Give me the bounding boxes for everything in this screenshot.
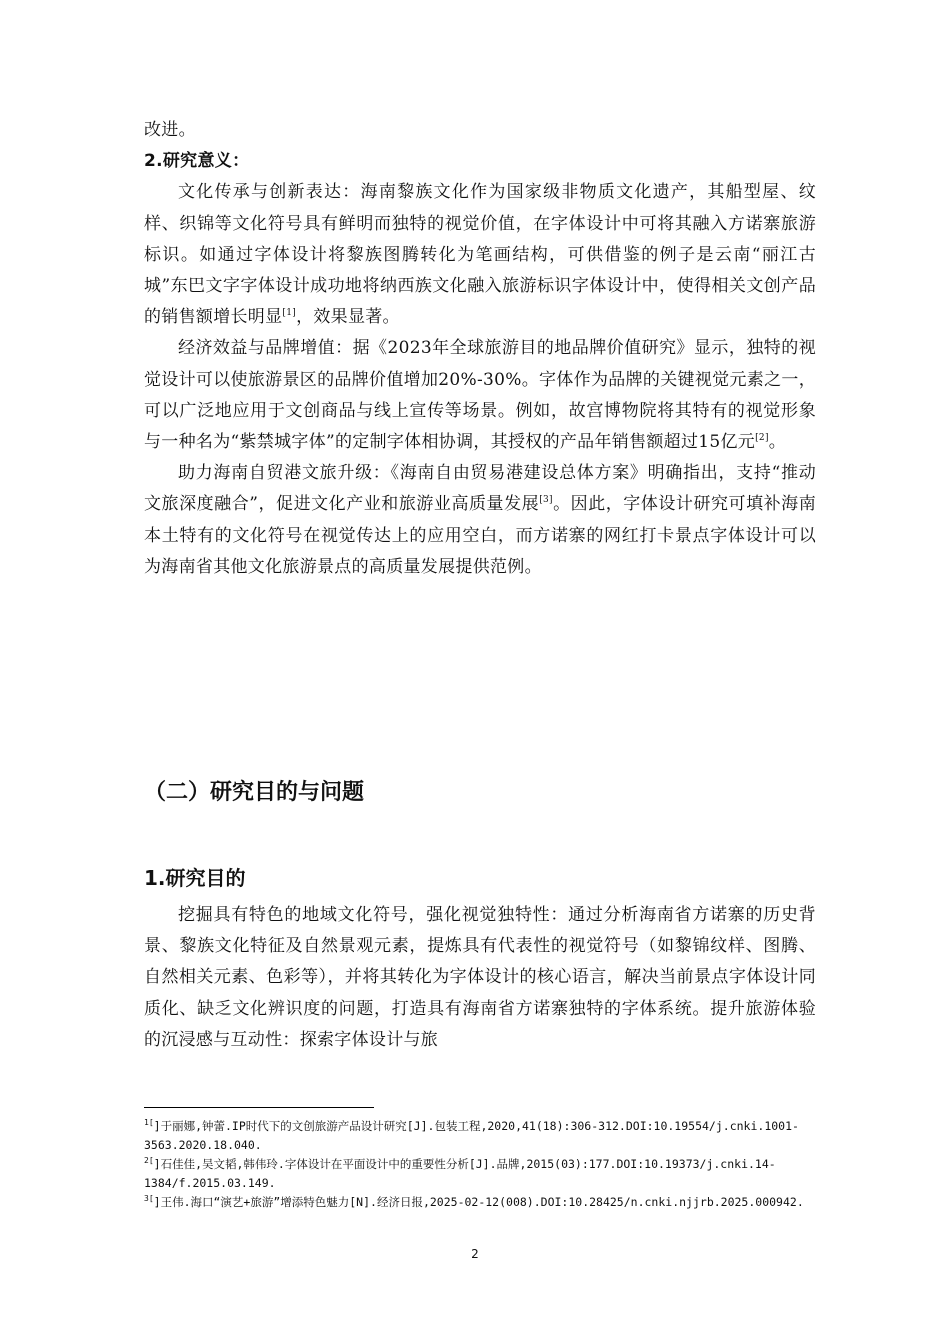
footnote-mark: 1[ [144, 1118, 154, 1127]
paragraph-hainan-ftp [144, 458, 816, 583]
footnote-2 [144, 1155, 824, 1193]
subsection-heading-purpose: 1.研究目的 [144, 866, 246, 890]
paragraph-economy [144, 333, 816, 458]
body-lower [144, 900, 816, 1056]
paragraph-tail: 。因此，字体设计研究可填补海南本土特有的文化符号在视觉传达上的应用空白，而方诺寨的网红打卡景点字体设计可以为海南省其他文化旅游景点的高质量发展提供范例。 [144, 494, 817, 577]
footnote-3 [144, 1193, 824, 1212]
section-heading-purpose: （二）研究目的与问题 [144, 780, 365, 805]
top-fragment: 改进。 [144, 120, 196, 140]
footnote-mark: 2[ [144, 1156, 154, 1165]
body-upper [144, 115, 816, 583]
paragraph-text: 经济效益与品牌增值：据《2023年全球旅游目的地品牌价值研究》显示，独特的视觉设计可以使旅游景区的品牌价值增加20%-30%。字体作为品牌的关键视觉元素之一，可以广泛地应用于文创商品与线上宣传等场景。例如，故宫博物院将其特有的视觉形象与一种名为“紫禁城字体”的定制字体相协调，其授权的产品年销售额超过15亿元 [144, 338, 816, 453]
paragraph-text: 文化传承与创新表达：海南黎族文化作为国家级非物质文化遗产，其船型屋、纹样、织锦等文化符号具有鲜明而独特的视觉价值，在字体设计中可将其融入方诺寨旅游标识。如通过字体设计将黎族图腾转化为笔画结构，可供借鉴的例子是云南“丽江古城”东巴文字字体设计成功地将纳西族文化融入旅游标识字体设计中，使得相关文创产品的销售额增长明显 [144, 182, 816, 328]
citation-ref[interactable]: [1] [282, 308, 297, 319]
paragraph-tail: 。 [768, 432, 787, 453]
footnote-1 [144, 1117, 824, 1155]
footnote-mark: 3[ [144, 1194, 154, 1203]
footnote-divider [144, 1107, 374, 1108]
section-heading-significance: 2.研究意义： [144, 151, 250, 172]
paragraph-purpose: 挖掘具有特色的地域文化符号，强化视觉独特性：通过分析海南省方诺寨的历史背景、黎族文化特征及自然景观元素，提炼具有代表性的视觉符号（如黎锦纹样、图腾、自然相关元素、色彩等），并将其转化为字体设计的核心语言，解决当前景点字体设计同质化、缺乏文化辨识度的问题，打造具有海南省方诺寨独特的字体系统。提升旅游体验的沉浸感与互动性：探索字体设计与旅 [144, 905, 816, 1050]
paragraph-tail: ，效果显著。 [296, 307, 400, 328]
footnote-text: ]王伟.海口“演艺+旅游”增添特色魅力[N].经济日报,2025-02-12(008).DOI:10.28425/n.cnki.njjrb.2025.000942. [153, 1195, 804, 1209]
citation-ref[interactable]: [2] [755, 433, 769, 444]
page-number: 2 [471, 1247, 479, 1261]
paragraph-culture [144, 177, 816, 333]
citation-ref[interactable]: [3] [539, 495, 553, 506]
footnotes [144, 1117, 824, 1212]
footnote-text: ]于丽娜,钟蕾.IP时代下的文创旅游产品设计研究[J].包装工程,2020,41(18):306-312.DOI:10.19554/j.cnki.1001-3563.2020.18.040. [144, 1119, 799, 1152]
footnote-text: ]石佳佳,吴文韬,韩伟玲.字体设计在平面设计中的重要性分析[J].品牌,2015(03):177.DOI:10.19373/j.cnki.14-1384/f.2015.03.149. [144, 1157, 776, 1190]
paragraph-text: 助力海南自贸港文旅升级：《海南自由贸易港建设总体方案》明确指出，支持“推动文旅深度融合”，促进文化产业和旅游业高质量发展 [144, 463, 816, 515]
